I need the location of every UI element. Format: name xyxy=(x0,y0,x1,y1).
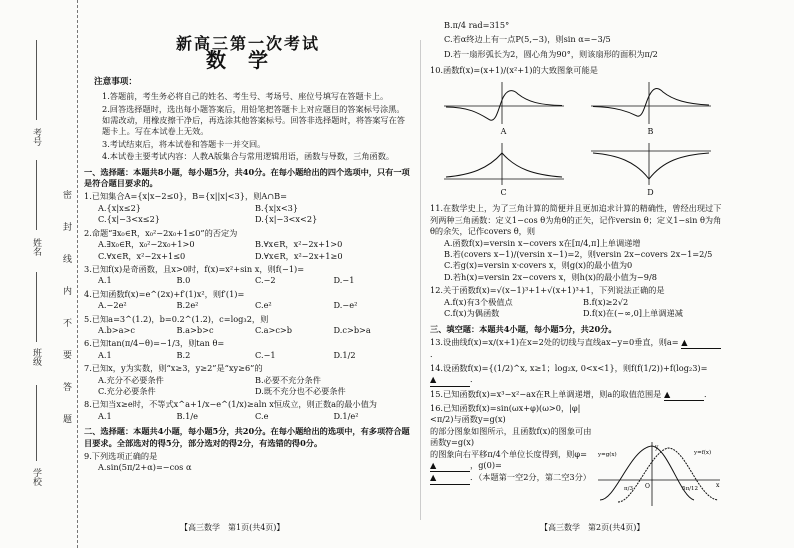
page-footer-left: 【高三数学 第1页(共4页)】 xyxy=(180,523,285,532)
graph-b xyxy=(587,80,715,126)
graph-option-d xyxy=(585,141,716,198)
question-stem: 的图象向右平移π/4个单位长度得到，则φ= xyxy=(430,448,587,459)
blank-mark: ▲ xyxy=(681,336,688,347)
seal-word: 答 xyxy=(61,382,71,391)
fig-label-o: O xyxy=(645,483,650,490)
question-stem: 14.设函数f(x)={(1/2)^x, x≥1；log₂x, 0<x<1}，则f(f(1/2))+f(log₂3)= xyxy=(430,362,708,373)
question-stem: 10.函数f(x)=(x+1)/(x²+1)的大致图象可能是 xyxy=(430,65,598,76)
class-label: 班级 xyxy=(31,348,41,366)
option: D.f(x)在(−∞,0]上单调递减 xyxy=(583,308,683,319)
option: D.−1 xyxy=(333,275,355,286)
question-stem: ，g(0)= xyxy=(470,459,502,470)
option: B.必要不充分条件 xyxy=(255,374,321,385)
binding-strip xyxy=(0,0,78,548)
question-stem: 3.已知f(x)是奇函数，且x>0时，f(x)=x²+sin x，则f(−1)= xyxy=(84,263,305,274)
option: C.e² xyxy=(255,300,272,311)
option: D.c>b>a xyxy=(333,324,371,335)
option: C.a>c>b xyxy=(255,324,293,335)
graph-c xyxy=(440,141,568,187)
option: C.若g(x)=versin x·covers x，则g(x)的最小值为0 xyxy=(444,260,633,271)
option: B.π/4 rad=315° xyxy=(444,20,510,30)
note-item: 4.本试卷主要考试内容：人教A版集合与常用逻辑用语，函数与导数，三角函数。 xyxy=(102,151,395,162)
name-line xyxy=(36,160,37,230)
seal-word: 封 xyxy=(61,222,71,231)
note-item: 1.答题前，考生务必将自己的姓名、考生号、考场号、座位号填写在答题卡上。 xyxy=(102,91,389,102)
class-line xyxy=(36,272,37,342)
question-stem: 11.在数学史上，为了三角计算的简便并且更加追求计算的精确性，曾经出现过下列两种三角函数：定义1−cos θ为角θ的正矢，记作versin θ；定义1−sin θ为角θ的余矢，记作covers θ，则 xyxy=(430,203,722,237)
option-grid xyxy=(84,411,412,422)
option: A.1 xyxy=(98,349,112,360)
option-grid xyxy=(84,300,412,311)
option: D.若一扇形弧长为2，圆心角为90°，则该扇形的面积为π/2 xyxy=(444,48,658,59)
seal-word: 要 xyxy=(61,350,71,359)
school-line xyxy=(36,385,37,461)
fill-question: 15.已知函数f(x)=x³−x²−ax在R上单调递增，则a的取值范围是 ▲ ． xyxy=(430,389,722,401)
section-heading: 三、填空题：本题共4小题，每小题5分，共20分。 xyxy=(430,323,617,334)
answer-blank xyxy=(430,460,470,472)
option: C.e xyxy=(255,410,269,421)
kaohao-label: 考号 xyxy=(31,128,41,146)
blank-mark: ▲ xyxy=(430,472,437,483)
option: A.∃x₀∈R，x₀²−2x₀+1>0 xyxy=(98,239,195,250)
option: B.2e² xyxy=(176,300,199,311)
option: A.b>a>c xyxy=(98,324,135,335)
question-list xyxy=(84,191,412,422)
option: B.∀x∈R，x²−2x+1>0 xyxy=(255,239,343,250)
option-grid xyxy=(84,275,412,286)
option: A.sin(5π/2+α)=−cos α xyxy=(98,462,192,473)
answer-blank xyxy=(430,472,470,484)
option: A.充分不必要条件 xyxy=(98,374,164,385)
seal-word: 内 xyxy=(61,286,71,295)
section-heading: 一、选择题：本题共8小题，每小题5分，共40分。在每小题给出的四个选项中，只有一项是符合题目要求的。 xyxy=(84,166,410,189)
school-label: 学校 xyxy=(31,468,41,486)
option-grid xyxy=(84,350,412,361)
option: A.函数f(x)=versin x−covers x在[π/4,π]上单调递增 xyxy=(444,237,641,248)
question-stem: 13.设曲线f(x)=x/(x+1)在x=2处的切线与直线ax−y=0垂直，则a= xyxy=(430,336,679,347)
fig-label-p1: π/3 xyxy=(624,486,633,492)
question-stem: 15.已知函数f(x)=x³−x²−ax在R上单调递增，则a的取值范围是 xyxy=(430,388,662,399)
option: D.1/e² xyxy=(333,410,359,421)
option: C.∀x∈R，x²−2x+1≤0 xyxy=(98,250,186,261)
column-divider xyxy=(420,40,421,520)
option: C.充分必要条件 xyxy=(98,385,156,396)
fig-label-fx: y=f(x) xyxy=(694,450,712,456)
option-grid xyxy=(84,375,412,398)
option: C.−1 xyxy=(255,349,276,360)
question-stem: 2.命题“∃x₀∈R，x₀²−2x₀+1≤0”的否定为 xyxy=(84,227,238,238)
option: A.1 xyxy=(98,410,112,421)
option: D.既不充分也不必要条件 xyxy=(255,385,346,396)
left-column xyxy=(84,20,412,474)
option-grid xyxy=(430,297,722,320)
option: D.1/2 xyxy=(333,349,356,360)
question-stem: 9.下列选项正确的是 xyxy=(84,451,158,461)
graph-d xyxy=(587,141,715,187)
answer-blank xyxy=(430,374,470,386)
blank-mark: ▲ xyxy=(430,459,437,470)
graph-option-a xyxy=(438,80,569,137)
graph-options xyxy=(430,77,722,202)
question-stem: 8.已知当x≥e时，不等式x^a+1/x−e^(1/x)≥aln x恒成立，则正数a的最小值为 xyxy=(84,399,377,410)
graph-a xyxy=(440,80,568,126)
note-item: 3.考试结束后，将本试卷和答题卡一并交回。 xyxy=(102,138,266,149)
option: B.若(covers x−1)/(versin x−1)=2，则versin 2x−covers 2x−1=2/5 xyxy=(444,249,713,260)
blank-mark: ▲ xyxy=(663,388,671,399)
figure-16 xyxy=(594,440,724,508)
name-label: 姓名 xyxy=(31,238,41,256)
note-item: 2.回答选择题时，选出每小题答案后，用铅笔把答题卡上对应题目的答案标号涂黑。如需改动，用橡皮擦干净后，再选涂其他答案标号。回答非选择题时，将答案写在答题卡上。写在本试卷上无效。 xyxy=(102,103,405,137)
option: A.f(x)有3个极值点 xyxy=(444,296,513,307)
option: D.若h(x)=versin 2x−covers x，则h(x)的最小值为−9/8 xyxy=(444,271,657,282)
question-stem: 6.已知tan(π/4−θ)=−1/3，则tan θ= xyxy=(84,338,225,349)
option: C.若α终边上有一点P(5,−3)，则sin α=−3/5 xyxy=(444,34,611,45)
question-stem: 7.已知x，y为实数，则“x≥3，y≥2”是“xy≥6”的 xyxy=(84,363,263,374)
option: B.2 xyxy=(176,349,191,360)
option: C.−2 xyxy=(255,275,276,286)
option: C.f(x)为偶函数 xyxy=(444,308,500,319)
kaohao-line xyxy=(36,40,37,120)
option: A.−2e² xyxy=(98,300,127,311)
option: B.a>b>c xyxy=(176,324,214,335)
question-note: （本题第一空2分，第二空3分） xyxy=(478,472,591,483)
section-heading: 二、选择题：本题共4小题，每小题5分，共20分。在每小题给出的选项中，有多项符合题目要求。全部选对的得5分，部分选对的得2分，有选错的得0分。 xyxy=(84,426,410,448)
page-footer-right: 【高三数学 第2页(共4页)】 xyxy=(540,523,645,532)
graph-label: C xyxy=(500,188,507,198)
option: C.{x|−3<x≤2} xyxy=(98,214,160,225)
question-stem: 12.关于函数f(x)=√(x−1)³+1+√(x+1)³+1，下列说法正确的是 xyxy=(430,285,665,296)
option: B.0 xyxy=(176,275,191,286)
answer-blank xyxy=(681,337,721,349)
graph-label: B xyxy=(647,126,654,136)
option: B.f(x)≥2√2 xyxy=(583,296,629,307)
question-stem: 16.已知函数f(x)=sin(ωx+φ)(ω>0，|φ|<π/2)与函数y=g(x) xyxy=(430,402,581,425)
seal-word: 线 xyxy=(61,254,71,263)
option: D.∀x∈R，x²−2x+1≥0 xyxy=(255,250,343,261)
option: D.−e² xyxy=(333,300,358,311)
fill-question: 14.设函数f(x)={(1/2)^x, x≥1；log₂x, 0<x<1}，则f(f(1/2))+f(log₂3)= ▲ ． xyxy=(430,363,722,387)
question-stem: 的部分图象如图所示，且函数f(x)的图象可由函数y=g(x) xyxy=(430,425,592,448)
fig-label-x: x xyxy=(716,482,720,489)
blank-mark: ▲ xyxy=(430,374,437,385)
graph-option-b xyxy=(585,80,716,137)
fig-label-gx: y=g(x) xyxy=(598,452,617,458)
option: D.{x|−3<x<2} xyxy=(255,214,318,225)
seal-word: 题 xyxy=(61,414,71,423)
option-grid xyxy=(84,203,412,226)
option: A.{x|x≤2} xyxy=(98,202,141,213)
exam-subject: 数学 xyxy=(206,48,290,73)
option: A.1 xyxy=(98,275,112,286)
answer-blank xyxy=(664,389,704,401)
fill-question: 13.设曲线f(x)=x/(x+1)在x=2处的切线与直线ax−y=0垂直，则a= ▲． xyxy=(430,337,722,361)
seal-word: 不 xyxy=(61,318,71,327)
notes-heading: 注意事项： xyxy=(94,76,137,87)
graph-label: D xyxy=(647,188,654,198)
option-grid xyxy=(84,239,412,262)
question-stem: 1.已知集合A={x|x−2≤0}，B={x||x|<3}，则A∩B= xyxy=(84,191,287,202)
option-grid xyxy=(84,325,412,336)
fig-label-y: y xyxy=(655,444,659,451)
exam-title: 新高三第一次考试 xyxy=(175,34,320,53)
option: B.{x|x<3} xyxy=(255,202,299,213)
seal-word: 密 xyxy=(61,190,71,199)
option: B.1/e xyxy=(176,410,198,421)
graph-option-c xyxy=(438,141,569,198)
fig-label-p2: 5π/12 xyxy=(682,486,698,492)
question-stem: 5.已知a=3^(1.2)，b=0.2^(1.2)，c=log₃2，则 xyxy=(84,313,269,324)
fill-question: 16.已知函数f(x)=sin(ωx+φ)(ω>0，|φ|<π/2)与函数y=g(x) 的部分图象如图所示，且函数f(x)的图象可由函数y=g(x) 的图象向右平移π/4个单位长度得到，则φ= ▲ ，g(0)= ▲ ．（本题第一空2分，第二空3分） xyxy=(430,403,598,485)
graph-label: A xyxy=(500,126,507,136)
right-column xyxy=(430,20,722,492)
question-stem: 4.已知函数f(x)=e^(2x)+f′(1)x²，则f′(1)= xyxy=(84,288,245,299)
